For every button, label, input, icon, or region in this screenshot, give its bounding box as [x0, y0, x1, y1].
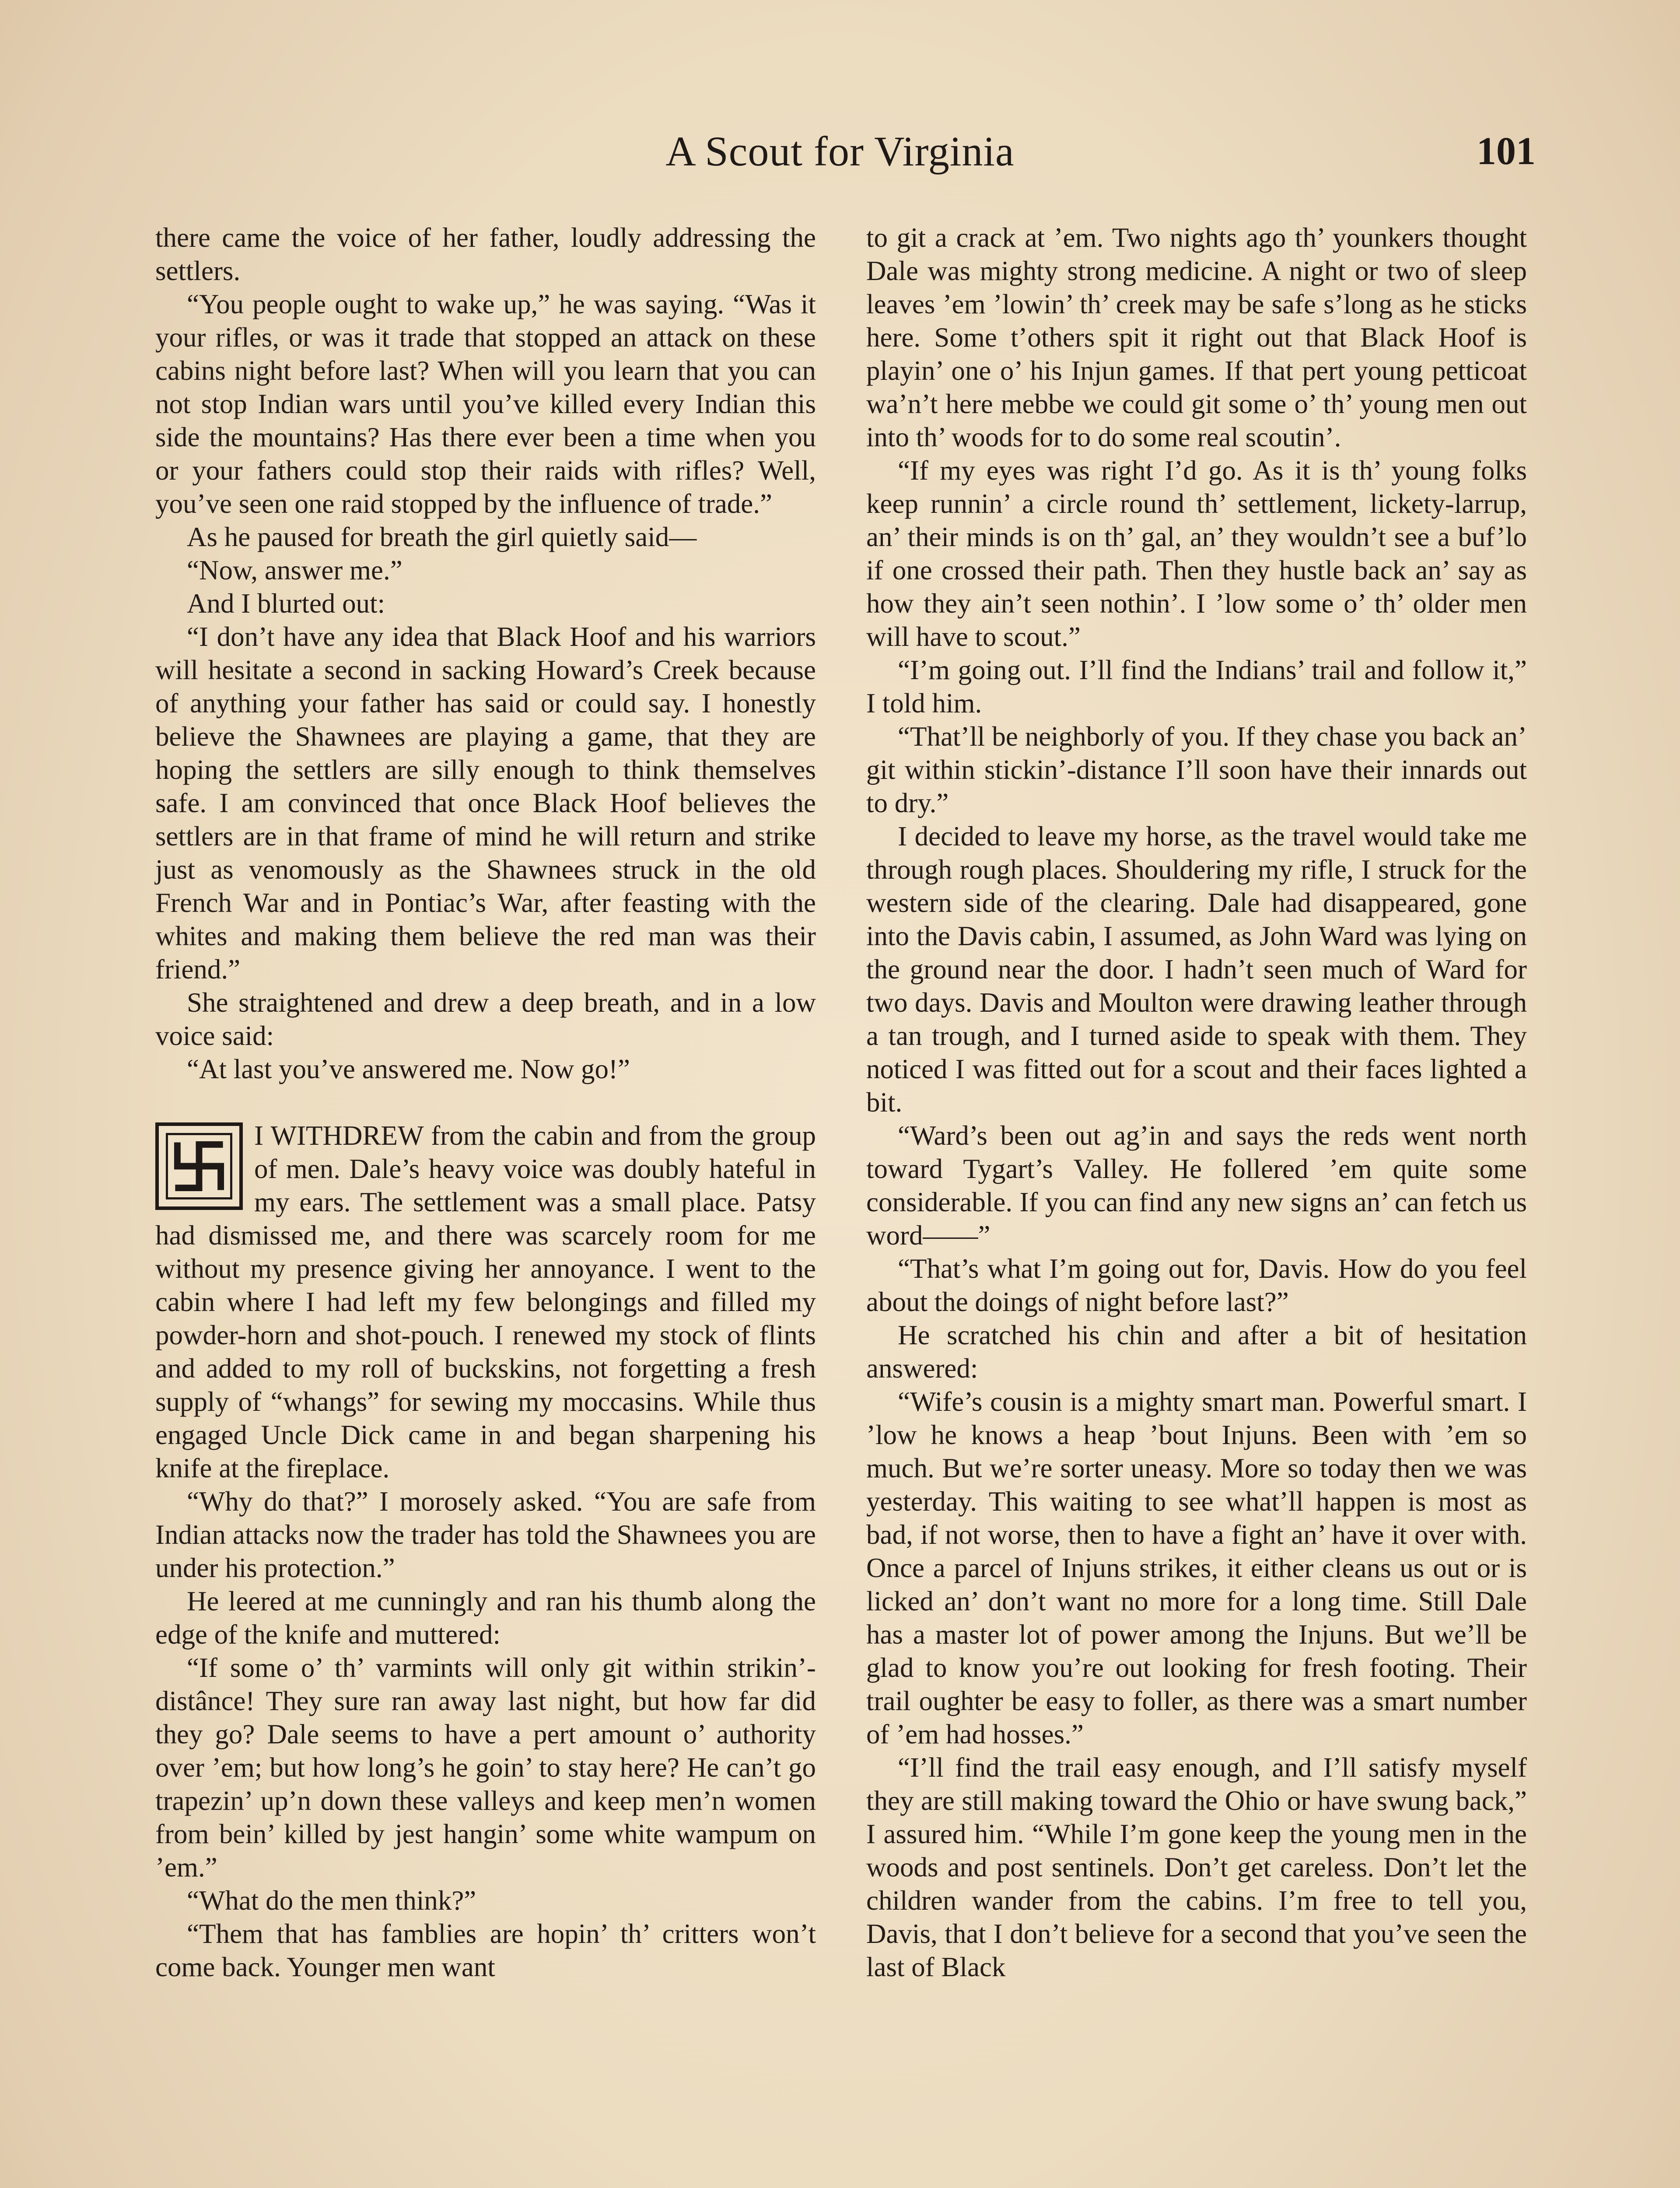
running-title: A Scout for Virginia — [665, 128, 1015, 175]
paragraph: “Them that has famblies are hopin’ th’ critters won’t come back. Younger men want — [155, 1918, 816, 1982]
paragraph: She straightened and drew a deep breath, and in a low voice said: — [155, 987, 816, 1051]
paragraph: “That’ll be neighborly of you. If they chase you back an’ git within stickin’-distance I’ll soon have their innards out to dry.” — [866, 721, 1527, 818]
right-column — [866, 221, 1527, 1984]
paragraph: “Why do that?” I morosely asked. “You are safe from Indian attacks now the trader has told the Shawnees you are under his protection.” — [155, 1486, 816, 1583]
paragraph: “At last you’ve answered me. Now go!” — [187, 1054, 630, 1084]
paragraph: “Ward’s been out ag’in and says the reds went north toward Tygart’s Valley. He follered ’em quite some considerable. If you can find any new signs an’ can fetch us word——” — [866, 1120, 1527, 1251]
paragraph: “If my eyes was right I’d go. As it is th’ young folks keep runnin’ a circle round th’ settlement, lickety-larrup, an’ their minds is on th’ gal, an’ they wouldn’t see a buf’lo if one crossed their path. Then they hustle back an’ say as how they ain’t seen nothin’. I ’low some o’ th’ older men will have to scout.” — [866, 455, 1527, 652]
paragraph: He scratched his chin and after a bit of hesitation answered: — [866, 1320, 1527, 1384]
left-column — [155, 221, 816, 1984]
paragraph: “I’m going out. I’ll find the Indians’ trail and follow it,” I told him. — [866, 655, 1527, 719]
section-break — [155, 1086, 816, 1119]
paragraph: “Now, answer me.” — [187, 555, 402, 586]
paragraph: “I’ll find the trail easy enough, and I’ll satisfy myself they are still making toward the Ohio or have swung back,” I assured him. “While I’m gone keep the young men in the woods and post sentinels. Don’t get careless. Don’t let the children wander from the cabins. I’m free to tell you, Davis, that I don’t believe for a second that you’ve seen the last of Black — [866, 1752, 1527, 1982]
paragraph: I decided to leave my horse, as the travel would take me through rough places. Shouldering my rifle, I struck for the western side of the clearing. Dale had disappeared, gone into the Davis cabin, I assumed, as John Ward was lying on the ground near the door. I hadn’t seen much of Ward for two days. Davis and Moulton were drawing leather through a tan trough, and I turned aside to speak with them. They noticed I was fitted out for a scout and their faces lighted a bit. — [866, 821, 1527, 1118]
ornament-icon — [155, 1122, 243, 1210]
paragraph: there came the voice of her father, loudly addressing the settlers. — [155, 222, 816, 286]
paragraph: “Wife’s cousin is a mighty smart man. Powerful smart. I ’low he knows a heap ’bout Injuns. Been with ’em so much. But we’re sorter uneasy. More so today then we was yesterday. This waiting to see what’ll happen is most as bad, if not worse, then to have a fight an’ have it over with. Once a parcel of Injuns strikes, it either cleans us out or is licked an’ don’t want no more for a long time. Still Dale has a master lot of power among the Injuns. But we’ll be glad to know you’re out looking for fresh footing. Their trail oughter be easy to foller, as there was a smart number of ’em had hosses.” — [866, 1386, 1527, 1750]
page-number: 101 — [1477, 130, 1536, 173]
paragraph: “What do the men think?” — [187, 1885, 476, 1916]
paragraph: “You people ought to wake up,” he was saying. “Was it your rifles, or was it trade that stopped an attack on these cabins night before last? When will you learn that you can not stop Indian wars until you’ve killed every Indian this side the mountains? Has there ever been a time when you or your fathers could stop their raids with rifles? Well, you’ve seen one raid stopped by the influence of trade.” — [155, 289, 816, 519]
paragraph: “That’s what I’m going out for, Davis. How do you feel about the doings of night before last?” — [866, 1253, 1527, 1317]
paragraph: I WITHDREW from the cabin and from the group of men. Dale’s heavy voice was doubly hateful in my ears. The settlement was a small place. Patsy had dismissed me, and there was scarcely room for me without my presence giving her annoyance. I went to the cabin where I had left my few belongings and filled my powder-horn and shot-pouch. I renewed my stock of flints and added to my roll of buckskins, not forgetting a fresh supply of “whangs” for sewing my moccasins. While thus engaged Uncle Dick came in and began sharpening his knife at the fireplace. — [155, 1120, 816, 1483]
paragraph: And I blurted out: — [187, 588, 385, 619]
paragraph: “If some o’ th’ varmints will only git within strikin’-distânce! They sure ran away last night, but how far did they go? Dale seems to have a pert amount o’ authority over ’em; but how long’s he goin’ to stay here? He can’t go trapezin’ up’n down these valleys and keep men’n women from bein’ killed by jest hangin’ some white wampum on ’em.” — [155, 1652, 816, 1883]
paragraph: He leered at me cunningly and ran his thumb along the edge of the knife and muttered: — [155, 1586, 816, 1650]
running-head — [0, 127, 1680, 193]
paragraph: to git a crack at ’em. Two nights ago th’ younkers thought Dale was mighty strong medicine. A night or two of sleep leaves ’em ’lowin’ th’ creek may be safe s’long as he sticks here. Some t’others spit it right out that Black Hoof is playin’ one o’ his Injun games. If that pert young petticoat wa’n’t here mebbe we could git some o’ th’ young men out into th’ woods for to do some real scoutin’. — [866, 222, 1527, 452]
paragraph: “I don’t have any idea that Black Hoof and his warriors will hesitate a second in sacking Howard’s Creek because of anything your father has said or could say. I honestly believe the Shawnees are playing a game, that they are hoping the settlers are silly enough to think themselves safe. I am convinced that once Black Hoof believes the settlers are in that frame of mind he will return and strike just as venomously as the Shawnees struck in the old French War and in Pontiac’s War, after feasting with the whites and making them believe the red man was their friend.” — [155, 621, 816, 985]
paragraph: As he paused for breath the girl quietly said— — [187, 522, 697, 552]
